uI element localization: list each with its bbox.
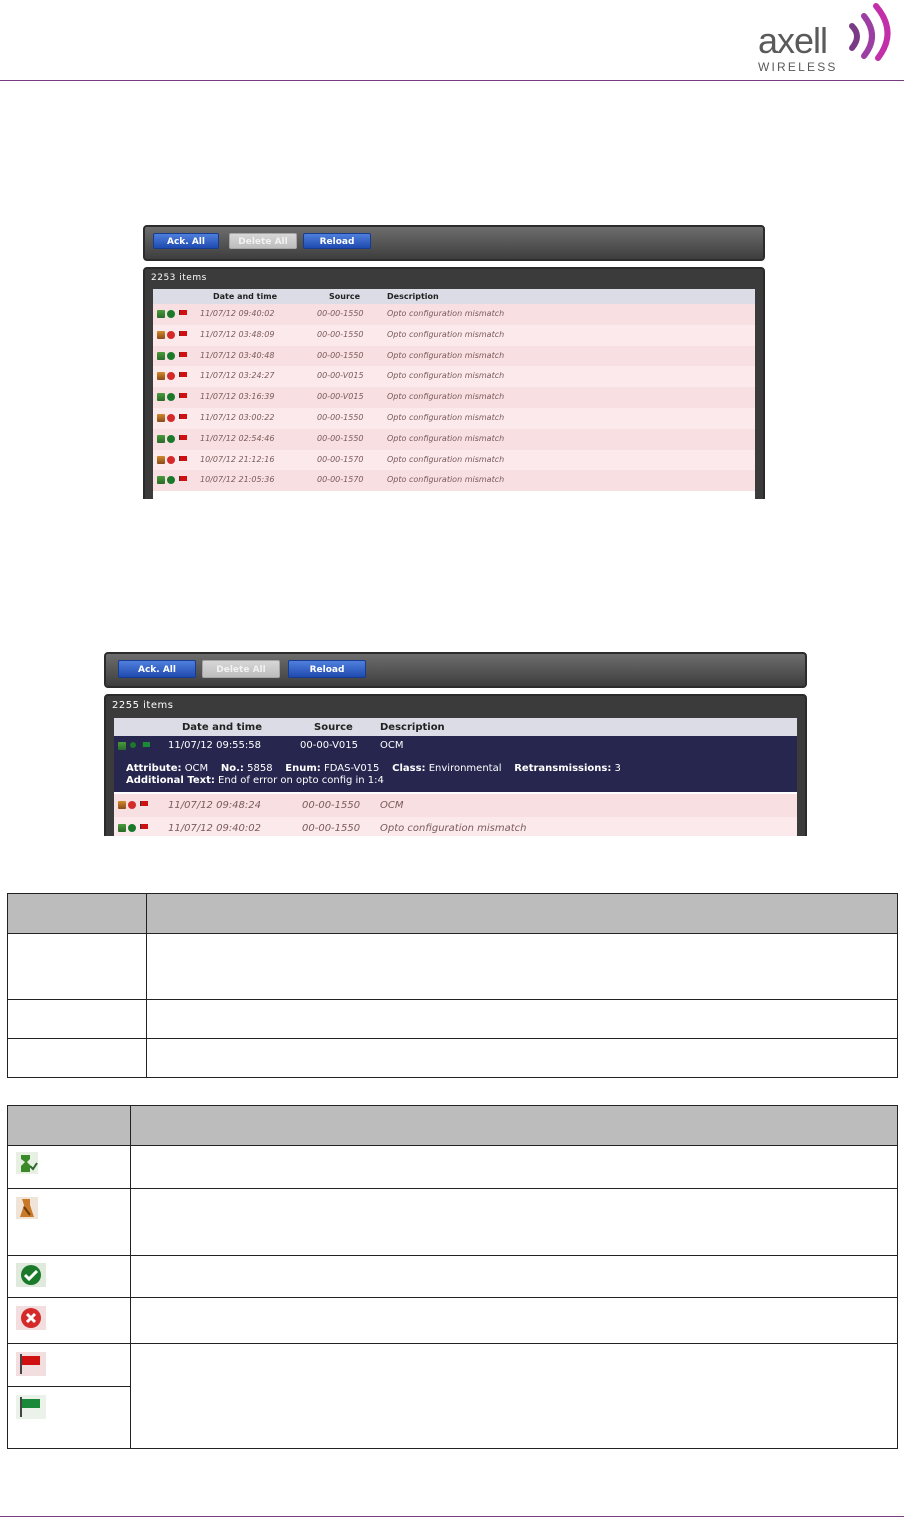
cleared-alarm-icon [157,476,165,484]
col-description: Description [387,292,439,301]
footer-rule [0,1516,904,1517]
alarm-source: 00-00-1550 [302,823,361,834]
toolbar [104,652,807,688]
reload-button[interactable]: Reload [303,233,371,249]
alarm-description: Opto configuration mismatch [387,371,505,381]
acknowledged-icon [167,310,175,318]
raised-alarm-icon [157,414,165,422]
selected-description: OCM [380,740,404,751]
delete-all-button[interactable]: Delete All [202,660,280,678]
acknowledged-icon [167,393,175,401]
alarm-row[interactable] [114,794,797,818]
table-row [8,1039,898,1078]
table-row [8,1000,898,1039]
unacknowledged-icon [167,372,175,380]
alarm-list [104,694,807,836]
cleared-alarm-icon [157,310,165,318]
alarm-description: Opto configuration mismatch [387,454,505,464]
green-flag-icon [16,1395,46,1419]
red-flag-icon [179,435,187,440]
unacknowledged-icon [16,1306,46,1330]
red-flag-icon [179,456,187,461]
acknowledged-icon [128,824,136,832]
unacknowledged-icon [167,414,175,422]
additional-text-label: Additional Text: [126,775,215,786]
selected-date: 11/07/12 09:55:58 [168,740,262,751]
red-flag-icon [179,414,187,419]
raised-alarm-icon [157,372,165,380]
red-flag-icon [179,372,187,377]
alarm-source: 00-00-1550 [302,800,361,811]
alarm-description: Opto configuration mismatch [387,433,505,443]
alarm-source: 00-00-1550 [317,433,364,443]
acknowledged-icon [130,742,136,748]
alarm-date: 10/07/12 21:12:16 [200,454,275,464]
enum-label: Enum: [285,763,321,774]
cleared-alarm-icon [118,824,126,832]
alarm-description: Opto configuration mismatch [387,413,505,422]
col-source: Source [314,722,353,733]
alarm-description: Opto configuration mismatch [387,350,505,360]
alarm-row[interactable] [153,429,755,451]
alarm-row[interactable] [153,450,755,472]
table-header-row [8,1106,898,1146]
alarm-description: Opto configuration mismatch [387,309,505,318]
alarm-row[interactable] [153,387,755,409]
alarm-source: 00-00-1550 [317,413,364,422]
red-flag-icon [140,801,148,806]
table-row [8,1298,898,1344]
retransmissions-value: 3 [614,763,621,774]
red-flag-icon [179,393,187,398]
item-count: 2253 items [151,273,207,283]
alarm-table [153,289,755,499]
retransmissions-label: Retransmissions: [514,763,612,774]
alarm-date: 11/07/12 03:40:48 [200,350,275,360]
alarm-list [143,267,765,499]
attribute-value: OCM [184,763,209,774]
red-flag-icon [179,352,187,357]
alarm-date: 10/07/12 21:05:36 [200,475,275,485]
cleared-alarm-icon [16,1152,38,1174]
alarm-source: 00-00-1550 [317,329,364,339]
alarm-source: 00-00-1550 [317,350,364,360]
ack-all-button[interactable]: Ack. All [153,233,219,249]
alarm-description: Opto configuration mismatch [380,823,527,834]
alarm-source: 00-00-1570 [317,454,364,464]
class-label: Class: [392,763,426,774]
table-row [8,1146,898,1189]
acknowledged-icon [16,1263,46,1287]
red-flag-icon [140,824,148,829]
alarm-date: 11/07/12 03:48:09 [200,329,275,339]
raised-alarm-icon [16,1197,38,1219]
cleared-alarm-icon [157,393,165,401]
selected-source: 00-00-V015 [300,740,359,751]
no-label: No.: [220,763,244,774]
alarm-table [114,718,797,836]
table-row [8,1344,898,1387]
column-header [114,718,797,736]
col-date: Date and time [182,722,263,733]
enum-value: FDAS-V015 [323,763,380,774]
alarm-date: 11/07/12 02:54:46 [200,433,275,443]
table-row [8,1256,898,1298]
alarm-date: 11/07/12 09:40:02 [200,309,275,318]
alarm-date: 11/07/12 09:40:02 [168,823,262,834]
red-flag-icon [16,1352,46,1376]
alarm-row[interactable] [153,304,755,326]
raised-alarm-icon [157,456,165,464]
alarm-row[interactable] [114,817,797,836]
raised-alarm-icon [157,331,165,339]
cleared-alarm-icon [157,352,165,360]
info-table-1 [7,893,898,1078]
item-count: 2255 items [112,700,174,711]
alarm-source: 00-00-V015 [317,392,364,402]
alarm-row[interactable] [153,325,755,347]
alarm-row[interactable] [153,470,755,492]
unacknowledged-icon [167,331,175,339]
alarm-description: Opto configuration mismatch [387,475,505,485]
header-rule [0,80,904,81]
red-flag-icon [179,310,187,315]
acknowledged-icon [167,476,175,484]
logo-arcs-icon [846,2,902,62]
cleared-alarm-icon [118,742,126,750]
alarm-date: 11/07/12 03:00:22 [200,413,275,422]
acknowledged-icon [167,435,175,443]
delete-all-button[interactable]: Delete All [229,233,297,249]
col-date: Date and time [213,292,278,301]
col-source: Source [329,292,361,301]
icon-legend-table [7,1105,898,1449]
alarm-panel-2 [104,652,807,836]
reload-button[interactable]: Reload [288,660,366,678]
cleared-alarm-icon [157,435,165,443]
selected-alarm-row[interactable] [114,736,797,792]
acknowledged-icon [167,352,175,360]
alarm-date: 11/07/12 03:24:27 [200,371,275,381]
alarm-row[interactable] [153,366,755,388]
table-row [8,1189,898,1256]
alarm-row[interactable] [153,346,755,368]
alarm-date: 11/07/12 03:16:39 [200,392,275,402]
alarm-panel-1 [143,225,765,499]
red-flag-icon [179,331,187,336]
attribute-label: Attribute: [126,763,182,774]
additional-text-value: End of error on opto config in 1:4 [218,775,384,786]
alarm-source: 00-00-V015 [317,371,364,381]
table-row [8,934,898,1000]
alarm-source: 00-00-1570 [317,475,364,485]
red-flag-icon [179,476,187,481]
green-flag-icon [142,742,150,747]
alarm-row[interactable] [153,408,755,430]
logo-sub: WIRELESS [758,60,838,74]
table-header-row [8,894,898,934]
raised-alarm-icon [118,801,126,809]
class-value: Environmental [428,763,502,774]
column-header [153,289,755,304]
alarm-description: Opto configuration mismatch [387,329,505,339]
alarm-details [126,763,621,787]
no-value: 5858 [247,763,273,774]
alarm-date: 11/07/12 09:48:24 [168,800,262,811]
logo-brand: axell [758,20,828,61]
col-description: Description [380,722,445,733]
alarm-description: Opto configuration mismatch [387,392,505,402]
axell-wireless-logo [752,0,902,76]
unacknowledged-icon [128,801,136,809]
unacknowledged-icon [167,456,175,464]
alarm-source: 00-00-1550 [317,309,364,318]
toolbar [143,225,765,261]
alarm-description: OCM [380,800,404,811]
ack-all-button[interactable]: Ack. All [118,660,196,678]
